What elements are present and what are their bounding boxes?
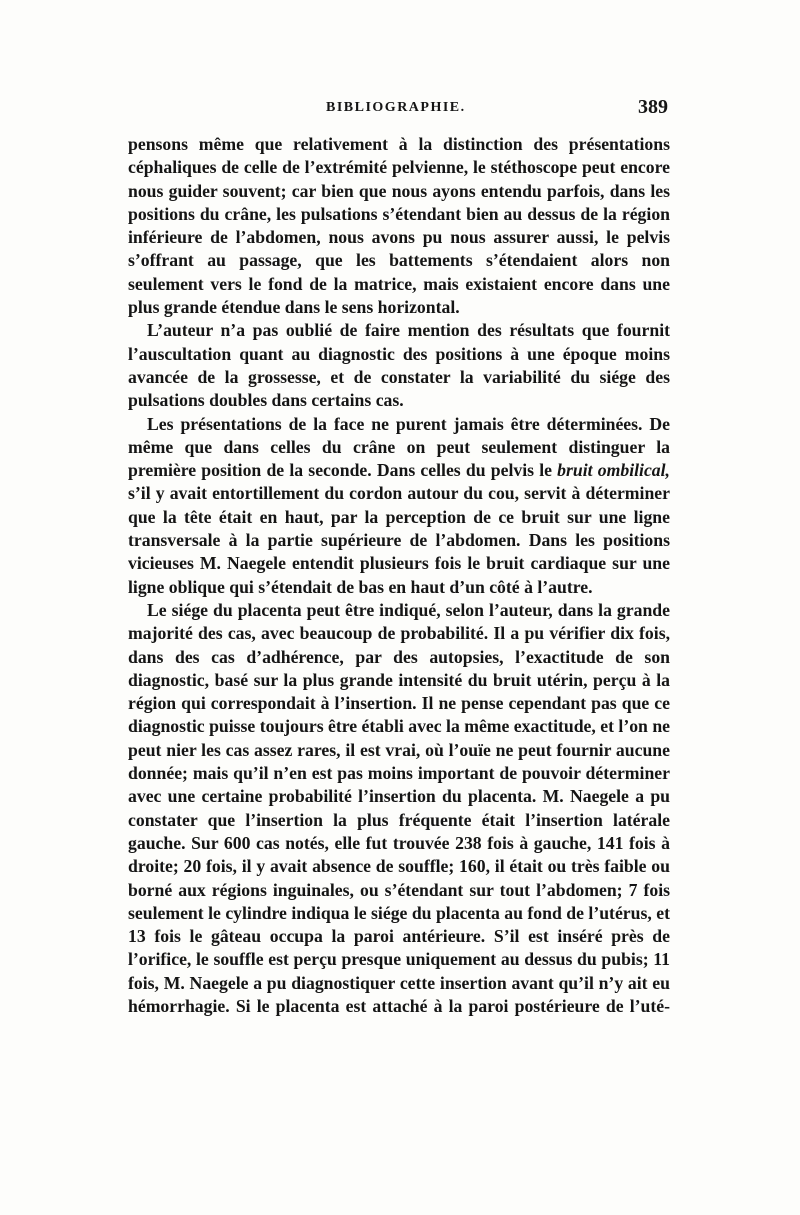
running-head — [128, 98, 668, 122]
paragraph-4: Le siége du placenta peut être indiqué, selon l’auteur, dans la grande majorité des cas, avec beaucoup de probabilité. Il a pu vérifier dix fois, dans des cas d’adhérence, par des autopsies, l’exactitude de son diagnostic, basé sur la plus grande intensité du bruit utérin, perçu à la région qui correspondait à l’insertion. Il ne pense cependant pas que ce diagnostic puisse toujours être établi avec la même exactitude, et l’on ne peut nier les cas assez rares, il est vrai, où l’ouïe ne peut fournir aucune donnée; mais qu’il n’en est pas moins important de pouvoir déterminer avec une certaine probabilité l’insertion du placenta. M. Naegele a pu constater que l’insertion la plus fréquente était l’insertion latérale gauche. Sur 600 cas notés, elle fut trouvée 238 fois à gauche, 141 fois à droite; 20 fois, il y avait absence de souffle; 160, il était ou très faible ou borné aux régions inguinales, ou s’étendant sur tout l’abdomen; 7 fois seulement le cylindre indiqua le siége du placenta au fond de l’utérus, et 13 fois le gâteau occupa la paroi antérieure. S’il est inséré près de l’orifice, le souffle est perçu presque uniquement au dessus du pubis; 11 fois, M. Naegele a pu diagnostiquer cette insertion avant qu’il n’y ait eu hémorrhagie. Si le placenta est attaché à la paroi postérieure de l’uté- — [128, 599, 671, 1016]
paragraph-3-text-b: s’il y avait entortillement du cordon autour du cou, servit à déterminer que la tête était en haut, par la perception de ce bruit sur une ligne transversale à la partie supérieure de l’abdomen. Dans les positions vicieuses M. Naegele entendit plusieurs fois le bruit cardiaque sur une ligne oblique qui s’étendait de bas en haut d’un côté à l’autre. — [128, 483, 670, 597]
page-number: 389 — [638, 96, 668, 118]
running-title: BIBLIOGRAPHIE. — [326, 100, 466, 115]
paragraph-3-text-a: Les présentations de la face ne purent jamais être déterminées. De même que dans celles du crâne on peut seulement distinguer la première position de la seconde. Dans celles du pelvis le — [128, 413, 670, 481]
paragraph-1: pensons même que relativement à la distinction des présentations céphaliques de celle de l’extrémité pelvienne, le stéthoscope peut encore nous guider souvent; car bien que nous ayons entendu parfois, dans les positions du crâne, les pulsations s’étendant bien au dessus de la région inférieure de l’abdomen, nous avons pu nous assurer aussi, le pelvis s’offrant au passage, que les battements s’étendaient alors non seulement vers le fond de la matrice, mais existaient encore dans une plus grande étendue dans le sens horizontal. — [128, 134, 670, 318]
paragraph-2: L’auteur n’a pas oublié de faire mention des résultats que fournit l’auscultation quant au diagnostic des positions à une époque moins avancée de la grossesse, et de constater la variabilité du siége des pulsations doubles dans certains cas. — [128, 320, 670, 411]
paragraph-3 — [128, 413, 670, 599]
paragraph-3-italic: bruit ombilical, — [557, 460, 670, 481]
body-text — [128, 133, 670, 1018]
